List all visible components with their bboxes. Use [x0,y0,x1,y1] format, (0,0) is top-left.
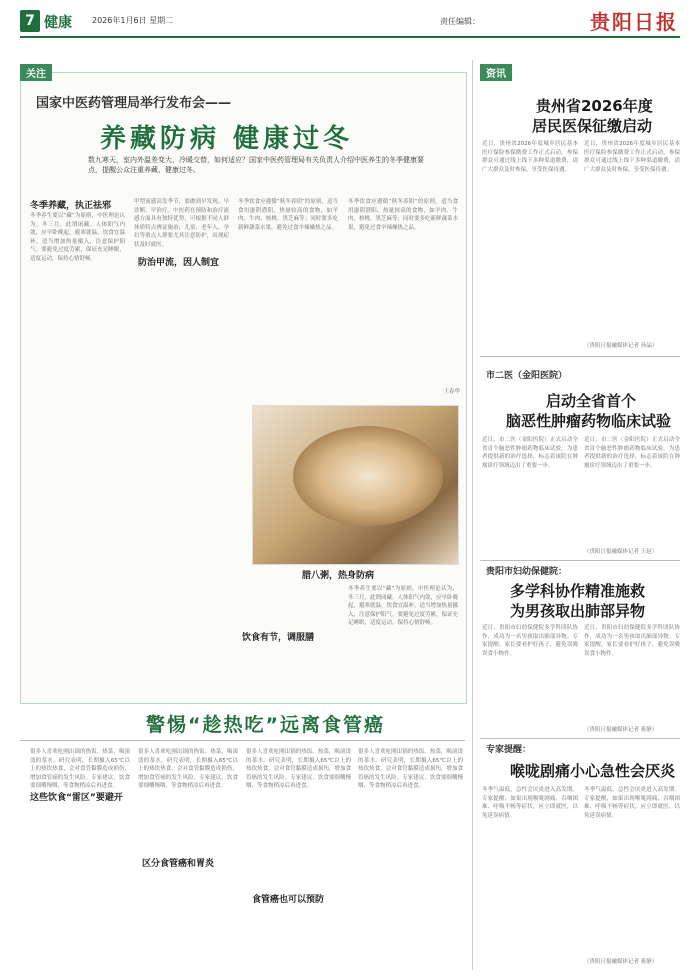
news1-text-a: 近日，贵州省2026年度城乡居民基本医疗保险参保缴费工作正式启动，参保群众可通过线上线下多种渠道缴费，请广大群众及时参保，享受医保待遇。 [482,141,578,173]
news1-signature: （贵阳日报融媒体记者 孙晶） [584,343,658,349]
news3-title-line2: 为男孩取出肺部异物 [510,602,646,620]
column3-text: 冬季饮食应遵循“秋冬养阴”的原则，适当食用滋阴潜阳、热量较高的食物，如羊肉、牛肉、核桃、黑芝麻等；同时要多吃新鲜蔬菜水果，避免过食辛辣燥热之品。 [238,199,338,231]
porridge-bowl-graphic [293,426,443,526]
news4-text-a: 冬季气温低，急性会厌炎进入高发期。专家提醒，如果出现喉咙剧痛、吞咽困难、呼吸不畅等症状，应立即就医，以免延误病情。 [482,787,578,819]
news3-text-b: 近日，贵阳市妇幼保健院多学科团队协作，成功为一名男孩取出肺部异物。专家提醒，家长要看护好孩子，避免误吸误食小物件。 [584,625,680,657]
main-subtitle: 国家中医药管理局举行发布会—— [36,96,232,111]
news3-subtitle: 贵阳市妇幼保健院： [486,567,568,577]
column4-text-lower: 冬季养生要以“藏”为原则，中医理论认为，冬三月，此谓闭藏。人体阳气内敛，应早卧晚起，避寒就温，饮食宜温补，适当增加热量摄入，注意保护阳气。要避免过度劳累，保证充足睡眠，适度运动，保持心情舒畅。 [348,586,458,627]
news-tag: 资讯 [480,64,512,81]
page-header [0,0,700,56]
news-divider3 [480,738,680,739]
news4-signature: （贵阳日报融媒体记者 蒋静） [584,959,658,965]
focus-tag: 关注 [20,64,52,81]
news2-title-line2: 脑恶性肿瘤药物临床试验 [506,412,672,430]
bottom-text1: 很多人喜欢吃刚出锅的热饭、热菜，喝滚烫的茶水。研究表明，长期摄入65℃以上的热饮热食，会对食管黏膜造成损伤，增加食管癌的发生风险。专家建议，饮食要细嚼慢咽，等食物稍凉后再进食。 [30,749,130,790]
news1-title: 贵州省2026年度 [536,97,653,115]
news-divider2 [480,560,680,561]
news4-subtitle: 专家提醒： [486,745,532,755]
column1-text: 冬季养生要以“藏”为原则，中医理论认为，冬三月，此谓闭藏。人体阳气内敛，应早卧晚起，避寒就温，饮食宜温补，适当增加热量摄入，注意保护阳气。要避免过度劳累，保证充足睡眠，适度运动，保持心情舒畅。 [30,213,125,262]
section-number: 7 [20,10,40,32]
bottom-text3: 很多人喜欢吃刚出锅的热饭、热菜，喝滚烫的茶水。研究表明，长期摄入65℃以上的热饮热食，会对食管黏膜造成损伤，增加食管癌的发生风险。专家建议，饮食要细嚼慢咽，等食物稍凉后再进食。 [246,749,351,790]
news1-text-b: 近日，贵州省2026年度城乡居民基本医疗保险参保缴费工作正式启动，参保群众可通过线上线下多种渠道缴费，请广大群众及时参保，享受医保待遇。 [584,141,680,173]
column2-text: 甲型流感高发季节，要做到早发现、早诊断、早治疗。中医药在预防和治疗流感方面具有独特优势，可根据不同人群体质特点辨证施治，儿童、老年人、孕妇等重点人群要尤其注意防护，出现症状及时就医。 [134,199,229,248]
news3-title: 多学科协作精准施救 [510,582,646,600]
news3-signature: （贵阳日报融媒体记者 蒋静） [584,727,658,733]
author-name: 王春华 [443,389,460,395]
main-lead: 数九寒天，室内外温差变大，冷暖交替，如何适应？国家中医药管理局有关负责人介绍中医养生的冬季健康要点，提醒公众注重养藏、健康过冬。 [88,156,424,174]
editor-credits: 责任编辑： [440,17,480,26]
news4-title: 喉咙剧痛小心急性会厌炎 [510,762,676,780]
news3-text-a: 近日，贵阳市妇幼保健院多学科团队协作，成功为一名男孩取出肺部异物。专家提醒，家长要看护好孩子，避免误吸误食小物件。 [482,625,578,657]
bottom-sub1: 这些饮食“雷区”要避开 [30,793,123,803]
news1-title-line2: 居民医保征缴启动 [532,117,653,135]
section-name: 健康 [44,15,72,31]
news-divider1 [480,356,680,357]
column1-heading: 冬季养藏，执正祛邪 [30,201,112,211]
bottom-text2: 很多人喜欢吃刚出锅的热饭、热菜，喝滚烫的茶水。研究表明，长期摄入65℃以上的热饮热食，会对食管黏膜造成损伤，增加食管癌的发生风险。专家建议，饮食要细嚼慢咽，等食物稍凉后再进食。 [138,749,238,790]
news2-title: 启动全省首个 [546,392,637,410]
laba-porridge-photo [252,405,459,565]
main-headline: 养藏防病 健康过冬 [100,124,354,154]
header-divider [20,36,680,38]
bottom-sub3: 食管癌也可以预防 [252,895,325,905]
column-divider [472,60,473,970]
bottom-text4: 很多人喜欢吃刚出锅的热饭、热菜，喝滚烫的茶水。研究表明，长期摄入65℃以上的热饮热食，会对食管黏膜造成损伤，增加食管癌的发生风险。专家建议，饮食要细嚼慢咽，等食物稍凉后再进食。 [358,749,463,790]
column2-heading: 防治甲流，因人制宜 [138,258,220,268]
bottom-divider [20,740,465,741]
newspaper-logo: 贵阳日报 [590,10,678,34]
bottom-headline: 警惕“趁热吃”远离食管癌 [146,714,385,736]
column3-heading: 饮食有节，调服膳 [242,633,315,643]
column4-text: 冬季饮食应遵循“秋冬养阴”的原则，适当食用滋阴潜阳、热量较高的食物，如羊肉、牛肉、核桃、黑芝麻等；同时要多吃新鲜蔬菜水果，避免过食辛辣燥热之品。 [348,199,458,231]
news2-text-a: 近日，市二医（金阳医院）正式启动全省首个脑恶性肿瘤药物临床试验，为患者提供新的治疗选择，标志着该院在肿瘤诊疗领域迈出了重要一步。 [482,437,578,469]
news2-signature: （贵阳日报融媒体记者 王赵） [584,549,658,555]
bottom-sub2: 区分食管癌和胃炎 [142,859,215,869]
news2-text-b: 近日，市二医（金阳医院）正式启动全省首个脑恶性肿瘤药物临床试验，为患者提供新的治疗选择，标志着该院在肿瘤诊疗领域迈出了重要一步。 [584,437,680,469]
photo-caption: 腊八粥，热身防病 [302,571,375,581]
news2-subtitle: 市二医（金阳医院） [486,371,568,381]
news4-text-b: 冬季气温低，急性会厌炎进入高发期。专家提醒，如果出现喉咙剧痛、吞咽困难、呼吸不畅等症状，应立即就医，以免延误病情。 [584,787,680,819]
issue-date: 2026年1月6日 星期二 [92,16,174,25]
